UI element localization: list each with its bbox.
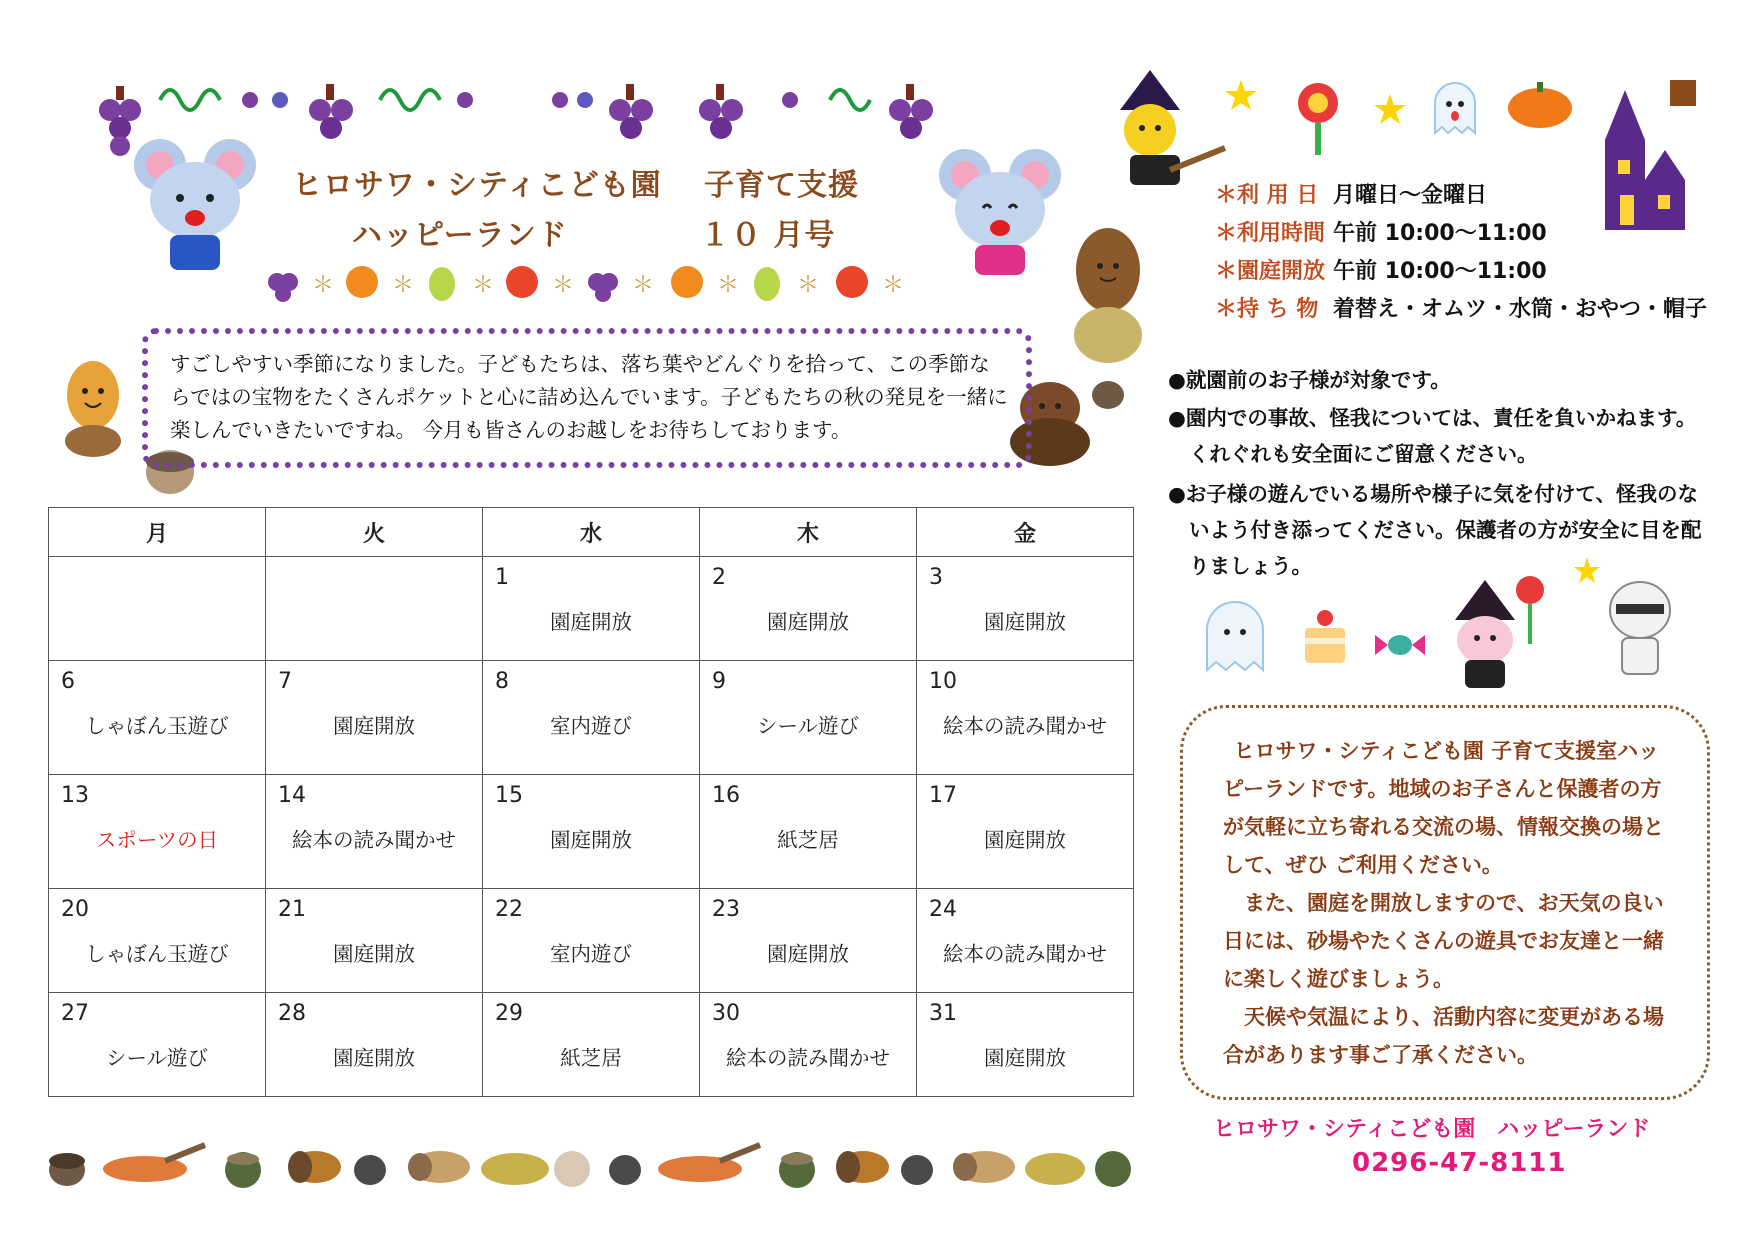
acorn-icon xyxy=(288,1151,341,1183)
svg-text:＊: ＊ xyxy=(472,273,495,298)
description-paragraph: ヒロサワ・シティこども園 子育て支援室ハッピーランドです。地域のお子さんと保護者の方が気軽に立ち寄れる交流の場、情報交換の場として、ぜひ ご利用ください。 xyxy=(1223,739,1664,877)
calendar-day-cell xyxy=(700,775,917,889)
svg-text:＊: ＊ xyxy=(392,273,415,298)
calendar-day-cell xyxy=(49,557,266,661)
info-value: 着替え・オムツ・水筒・おやつ・帽子 xyxy=(1333,297,1708,322)
acorn-icon xyxy=(1095,1151,1131,1187)
day-number: 9 xyxy=(712,669,726,694)
calendar-day-cell xyxy=(483,889,700,993)
calendar-week-row xyxy=(49,661,1134,775)
persimmon-icon xyxy=(346,266,378,298)
chestnut-icon xyxy=(1025,1153,1085,1185)
day-number: 3 xyxy=(929,565,943,590)
day-activity: 園庭開放 xyxy=(333,1046,415,1070)
day-activity: 絵本の読み聞かせ xyxy=(726,1046,890,1070)
info-value: 午前 10:00～11:00 xyxy=(1333,221,1547,246)
description-paragraph: 天候や気温により、活動内容に変更がある場合があります事ご了承ください。 xyxy=(1223,1005,1664,1067)
info-garden-row xyxy=(1215,254,1547,285)
info-items-row xyxy=(1215,292,1707,323)
pear-icon xyxy=(429,267,455,301)
ghost-icon xyxy=(1195,600,1275,675)
day-number: 28 xyxy=(278,1001,306,1026)
day-activity: 園庭開放 xyxy=(550,610,632,634)
intro-message-box xyxy=(142,328,1032,468)
svg-text:＊: ＊ xyxy=(797,273,820,298)
calendar-day-cell xyxy=(266,993,483,1097)
svg-text:＊: ＊ xyxy=(882,273,905,298)
weekday-header: 火 xyxy=(266,508,483,557)
acorn-icon xyxy=(1068,220,1148,370)
day-number: 6 xyxy=(61,669,75,694)
day-number: 27 xyxy=(61,1001,89,1026)
calendar-day-cell xyxy=(49,661,266,775)
calendar-day-cell xyxy=(266,889,483,993)
holiday-label: スポーツの日 xyxy=(95,828,219,852)
grape-icon xyxy=(588,273,618,302)
day-activity: 園庭開放 xyxy=(333,714,415,738)
apple-icon xyxy=(836,266,868,298)
sweet-potato-icon xyxy=(103,1145,205,1182)
notice-2: ●園内での事故、怪我については、責任を負いかねます。くれぐれも安全面にご留意ください。 xyxy=(1168,406,1697,466)
day-activity: 園庭開放 xyxy=(984,610,1066,634)
grape-icon xyxy=(889,84,933,139)
mouse-icon xyxy=(130,130,260,280)
grape-icon xyxy=(268,273,298,302)
day-number: 10 xyxy=(929,669,957,694)
acorn-icon xyxy=(354,1155,386,1185)
grape-icon xyxy=(609,84,743,139)
mouse-icon xyxy=(935,140,1065,280)
day-activity: シール遊び xyxy=(756,714,860,738)
ghost-icon xyxy=(1425,78,1485,138)
info-value: 午前 10:00～11:00 xyxy=(1333,259,1547,284)
day-activity: しゃぼん玉遊び xyxy=(85,714,229,738)
calendar-day-cell xyxy=(917,557,1134,661)
acorn-icon xyxy=(58,355,128,465)
svg-text:＊: ＊ xyxy=(312,273,335,298)
day-number: 24 xyxy=(929,897,957,922)
day-number: 31 xyxy=(929,1001,957,1026)
weekday-header: 月 xyxy=(49,508,266,557)
info-label: ＊利 用 日 xyxy=(1215,183,1319,208)
castle-icon xyxy=(1580,80,1700,250)
day-number: 29 xyxy=(495,1001,523,1026)
intro-text: すごしやすい季節になりました。子どもたちは、落ち葉やどんぐりを拾って、この季節ならではの宝物をたくさんポケットと心に詰め込んでいます。子どもたちの秋の発見を一緒に楽しんでいきたいですね。 今月も皆さんのお越しをお待ちしております。 xyxy=(170,352,1008,442)
acorn-icon xyxy=(554,1151,590,1187)
chestnut-icon xyxy=(481,1153,549,1185)
day-activity: 園庭開放 xyxy=(550,828,632,852)
star-icon xyxy=(1372,92,1408,128)
mummy-icon xyxy=(1600,572,1680,682)
day-number: 13 xyxy=(61,783,89,808)
calendar-day-cell xyxy=(917,661,1134,775)
notice-3: ●お子様の遊んでいる場所や様子に気を付けて、怪我のないよう付き添ってください。保護者の方が安全に目を配りましょう。 xyxy=(1168,482,1702,578)
calendar-day-cell xyxy=(483,557,700,661)
day-number: 8 xyxy=(495,669,509,694)
persimmon-icon xyxy=(671,266,703,298)
day-activity: 園庭開放 xyxy=(767,610,849,634)
info-hours-row xyxy=(1215,216,1547,247)
info-value: 月曜日～金曜日 xyxy=(1333,183,1488,208)
notice-1: ●就園前のお子様が対象です。 xyxy=(1168,368,1451,392)
acorn-icon xyxy=(779,1152,815,1188)
calendar-day-cell xyxy=(917,889,1134,993)
day-number: 1 xyxy=(495,565,509,590)
calendar-day-cell xyxy=(483,993,700,1097)
day-number: 14 xyxy=(278,783,306,808)
svg-text:＊: ＊ xyxy=(552,273,575,298)
day-number: 2 xyxy=(712,565,726,590)
program-name: ハッピーランド xyxy=(352,218,568,253)
calendar-day-cell xyxy=(483,661,700,775)
info-label: ＊持 ち 物 xyxy=(1215,297,1319,322)
calendar-week-row xyxy=(49,889,1134,993)
day-activity: しゃぼん玉遊び xyxy=(85,942,229,966)
apple-icon xyxy=(506,266,538,298)
day-activity: 絵本の読み聞かせ xyxy=(943,714,1107,738)
day-number: 17 xyxy=(929,783,957,808)
calendar-day-cell xyxy=(917,775,1134,889)
pumpkin-icon xyxy=(1505,80,1575,130)
acorn-icon xyxy=(49,1153,85,1186)
calendar-day-cell xyxy=(266,557,483,661)
day-activity: 室内遊び xyxy=(550,942,632,966)
acorn-icon xyxy=(408,1151,470,1183)
acorn-icon xyxy=(1088,375,1128,415)
day-activity: 園庭開放 xyxy=(333,942,415,966)
weekday-header: 木 xyxy=(700,508,917,557)
day-activity: シール遊び xyxy=(105,1046,209,1070)
day-number: 30 xyxy=(712,1001,740,1026)
day-number: 7 xyxy=(278,669,292,694)
day-activity: 園庭開放 xyxy=(984,1046,1066,1070)
acorn-icon xyxy=(953,1151,1015,1183)
candy-icon xyxy=(1375,625,1425,665)
calendar-day-cell xyxy=(700,661,917,775)
calendar-header-row xyxy=(49,508,1134,557)
star-icon xyxy=(1223,78,1259,114)
day-number: 20 xyxy=(61,897,89,922)
day-activity: 園庭開放 xyxy=(984,828,1066,852)
activity-calendar xyxy=(48,507,1134,1097)
weekday-header: 金 xyxy=(917,508,1134,557)
day-activity: 室内遊び xyxy=(550,714,632,738)
bunny-witch-icon xyxy=(1440,560,1550,690)
candy-icon xyxy=(1293,78,1343,158)
page-title: ヒロサワ・シティこども園 子育て支援 xyxy=(292,168,860,203)
svg-text:＊: ＊ xyxy=(632,273,655,298)
calendar-day-cell xyxy=(49,775,266,889)
calendar-day-cell xyxy=(700,993,917,1097)
info-label: ＊園庭開放 xyxy=(1215,259,1326,284)
info-days-row xyxy=(1215,178,1487,209)
day-activity: 紙芝居 xyxy=(560,1046,622,1070)
description-paragraph: また、園庭を開放しますので、お天気の良い日には、砂場やたくさんの遊具でお友達と一緒に楽しく遊びましょう。 xyxy=(1223,891,1664,991)
calendar-day-cell xyxy=(917,993,1134,1097)
calendar-week-row xyxy=(49,557,1134,661)
day-activity: 紙芝居 xyxy=(777,828,839,852)
autumn-nuts-border xyxy=(45,1125,1145,1200)
calendar-day-cell xyxy=(49,993,266,1097)
acorn-icon xyxy=(901,1155,933,1185)
day-number: 23 xyxy=(712,897,740,922)
acorn-icon xyxy=(609,1155,641,1185)
acorn-icon xyxy=(225,1152,261,1188)
footer-phone: 0296-47-8111 xyxy=(1352,1148,1567,1178)
day-number: 15 xyxy=(495,783,523,808)
issue-label: １０ 月号 xyxy=(700,218,836,253)
day-activity: 園庭開放 xyxy=(767,942,849,966)
calendar-day-cell xyxy=(49,889,266,993)
weekday-header: 水 xyxy=(483,508,700,557)
footer-org-name: ヒロサワ・シティこども園 ハッピーランド xyxy=(1213,1117,1651,1142)
program-description-box xyxy=(1180,705,1710,1100)
witch-cat-icon xyxy=(1110,70,1230,190)
acorn-icon xyxy=(836,1151,889,1183)
calendar-day-cell xyxy=(266,661,483,775)
calendar-week-row xyxy=(49,775,1134,889)
calendar-day-cell xyxy=(700,889,917,993)
grape-icon xyxy=(309,84,353,139)
calendar-day-cell xyxy=(266,775,483,889)
day-activity: 絵本の読み聞かせ xyxy=(292,828,456,852)
sweet-potato-icon xyxy=(658,1145,760,1182)
fruit-border-decoration xyxy=(262,262,922,302)
calendar-day-cell xyxy=(483,775,700,889)
calendar-day-cell xyxy=(700,557,917,661)
day-number: 21 xyxy=(278,897,306,922)
pear-icon xyxy=(754,267,780,301)
day-number: 22 xyxy=(495,897,523,922)
star-icon xyxy=(1572,556,1602,586)
calendar-week-row xyxy=(49,993,1134,1097)
info-label: ＊利用時間 xyxy=(1215,221,1326,246)
day-activity: 絵本の読み聞かせ xyxy=(943,942,1107,966)
day-number: 16 xyxy=(712,783,740,808)
svg-text:＊: ＊ xyxy=(717,273,740,298)
cake-icon xyxy=(1300,608,1350,668)
